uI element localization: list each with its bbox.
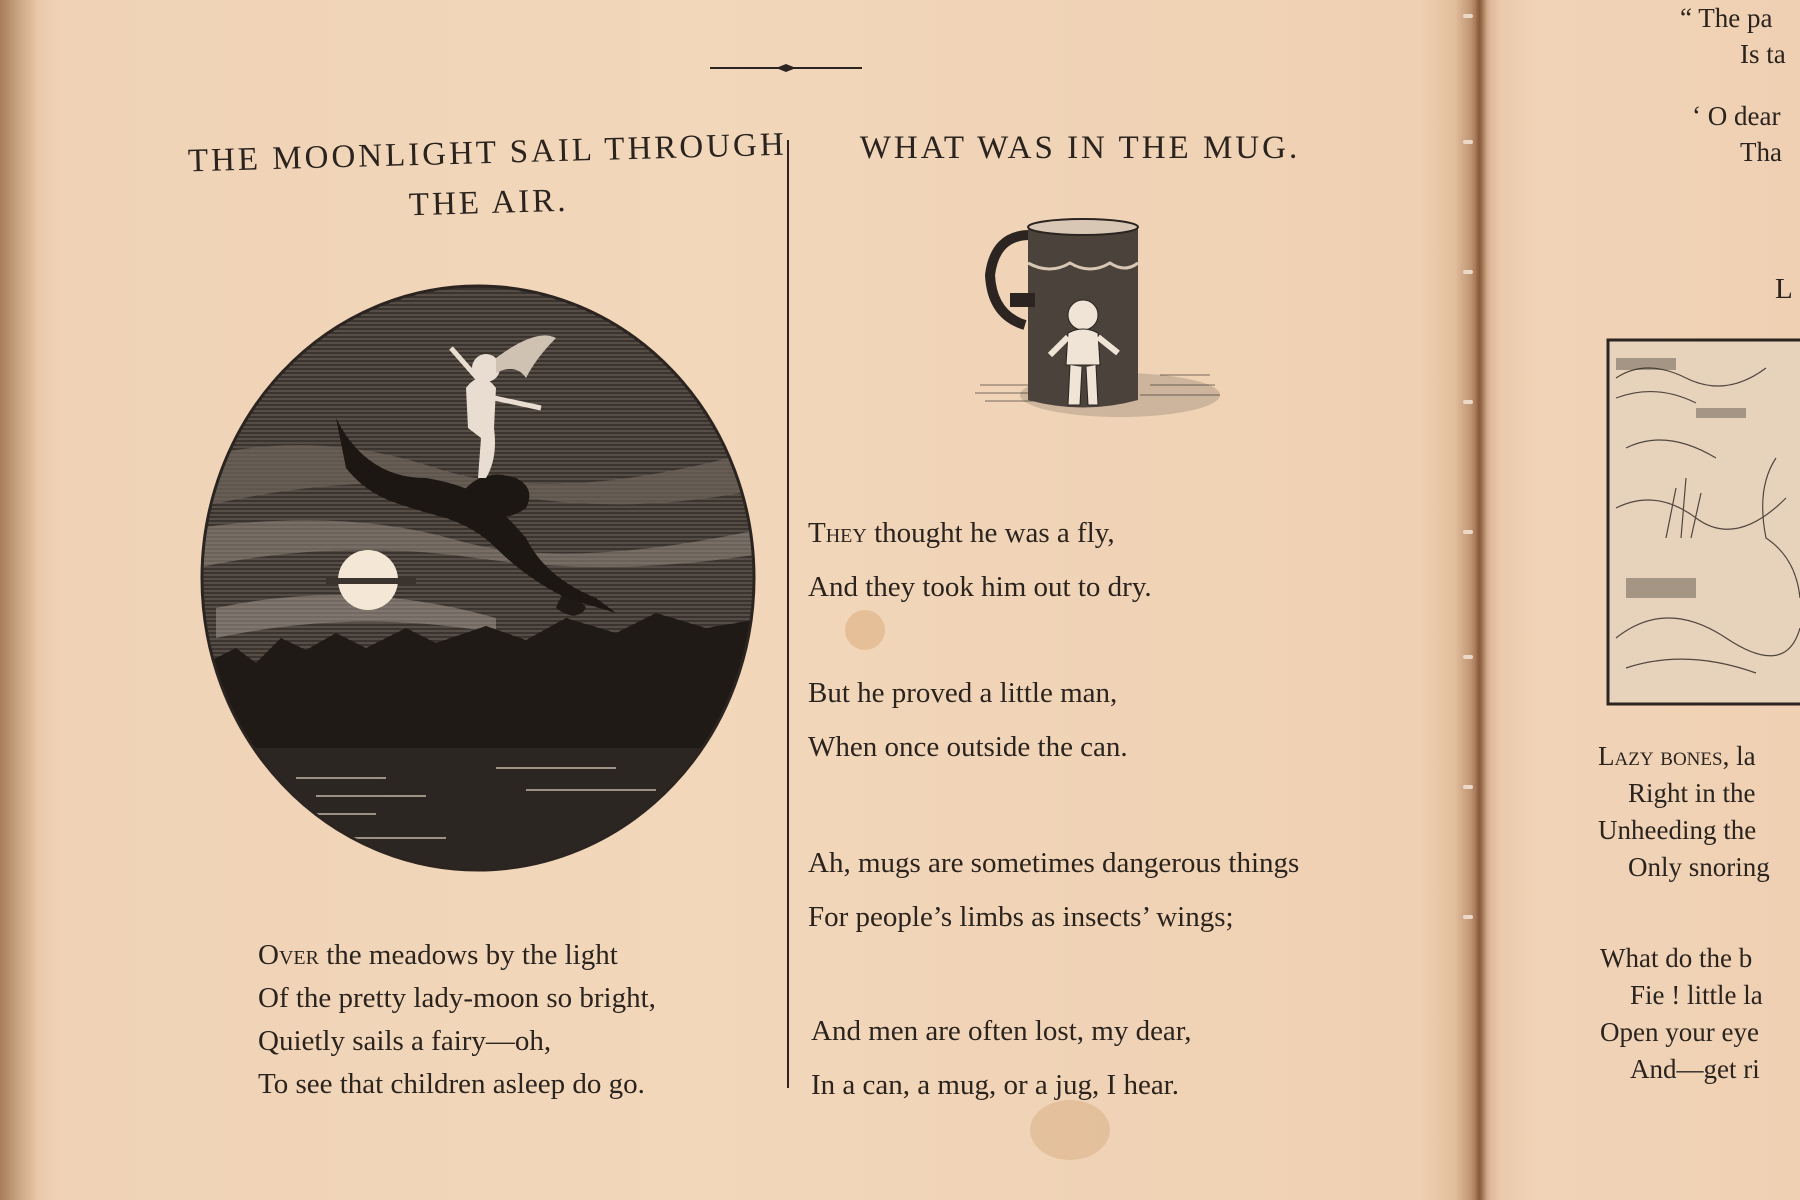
verse-line (258, 934, 656, 977)
verse-line: And they took him out to dry. (808, 571, 1152, 603)
drop-word: They (808, 517, 867, 549)
left-page-edge (0, 0, 38, 1200)
verse-line-text: thought he was a fly, (866, 517, 1115, 549)
verse-line-text: Quietly sails a fairy—oh, (258, 1025, 552, 1057)
divider-ornament (710, 64, 862, 72)
mug-with-little-man-illustration (970, 215, 1230, 430)
verse-line-text: To see that children asleep do go. (258, 1068, 645, 1100)
verse-line: Only snoring (1628, 852, 1770, 882)
next-page-verse-2 (1600, 940, 1763, 1088)
verse-line (258, 977, 656, 1020)
title-line-1: THE MOONLIGHT SAIL THROUGH (187, 126, 788, 180)
verse-line: ‘ O dear (1692, 101, 1781, 131)
verse-line: Unheeding the (1598, 815, 1757, 845)
drop-word: Lazy bones (1598, 741, 1723, 771)
binding-thread (1463, 785, 1473, 789)
binding-thread (1463, 530, 1473, 534)
next-page-heading: L (1775, 273, 1793, 305)
verse-line: Tha (1740, 137, 1782, 167)
mug-stanza-3 (808, 836, 1299, 944)
binding-thread (1463, 915, 1473, 919)
verse-line-text: Of the pretty lady-moon so bright, (258, 982, 656, 1014)
verse-line (258, 1020, 656, 1063)
verse-line: When once outside the can. (808, 731, 1128, 763)
binding-thread (1463, 14, 1473, 18)
binding-thread (1463, 400, 1473, 404)
verse-line: For people’s limbs as insects’ wings; (808, 901, 1234, 933)
poem-title-mug: WHAT WAS IN THE MUG. (859, 130, 1301, 166)
verse-line: And—get ri (1630, 1054, 1760, 1084)
verse-line: What do the b (1600, 943, 1753, 973)
verse-line: Open your eye (1600, 1017, 1759, 1047)
verse-line: “ The pa (1680, 3, 1773, 33)
binding-thread (1463, 270, 1473, 274)
verse-line: Is ta (1740, 39, 1786, 69)
next-page-illustration (1606, 338, 1800, 706)
mug-stanza-4 (811, 1004, 1192, 1112)
verse-line: In a can, a mug, or a jug, I hear. (811, 1069, 1179, 1101)
verse-line (1598, 738, 1770, 775)
next-page-top-verse (1680, 0, 1786, 170)
verse-line (258, 1063, 656, 1106)
next-page-verse-1 (1598, 738, 1770, 886)
book-gutter (1455, 0, 1500, 1200)
verse-line: Ah, mugs are sometimes dangerous things (808, 847, 1300, 879)
drop-word: Over (258, 939, 319, 971)
moonlight-verse (258, 934, 656, 1106)
paper-stain (845, 610, 885, 650)
verse-line: Right in the (1628, 778, 1756, 808)
verse-line: And men are often lost, my dear, (811, 1015, 1192, 1047)
verse-line-text: , la (1722, 741, 1756, 771)
column-rule (787, 140, 789, 1088)
title-line-2: THE AIR. (408, 182, 569, 224)
poem-title-moonlight-sail (177, 119, 800, 236)
verse-line: Fie ! little la (1630, 980, 1763, 1010)
mug-stanza-1 (808, 506, 1152, 614)
mug-stanza-2 (808, 666, 1128, 774)
verse-line-text: the meadows by the light (318, 939, 618, 971)
verse-line: But he proved a little man, (808, 677, 1118, 709)
binding-thread (1463, 140, 1473, 144)
moonlight-fairy-bat-illustration (196, 278, 766, 878)
binding-thread (1463, 655, 1473, 659)
verse-line (808, 506, 1152, 560)
